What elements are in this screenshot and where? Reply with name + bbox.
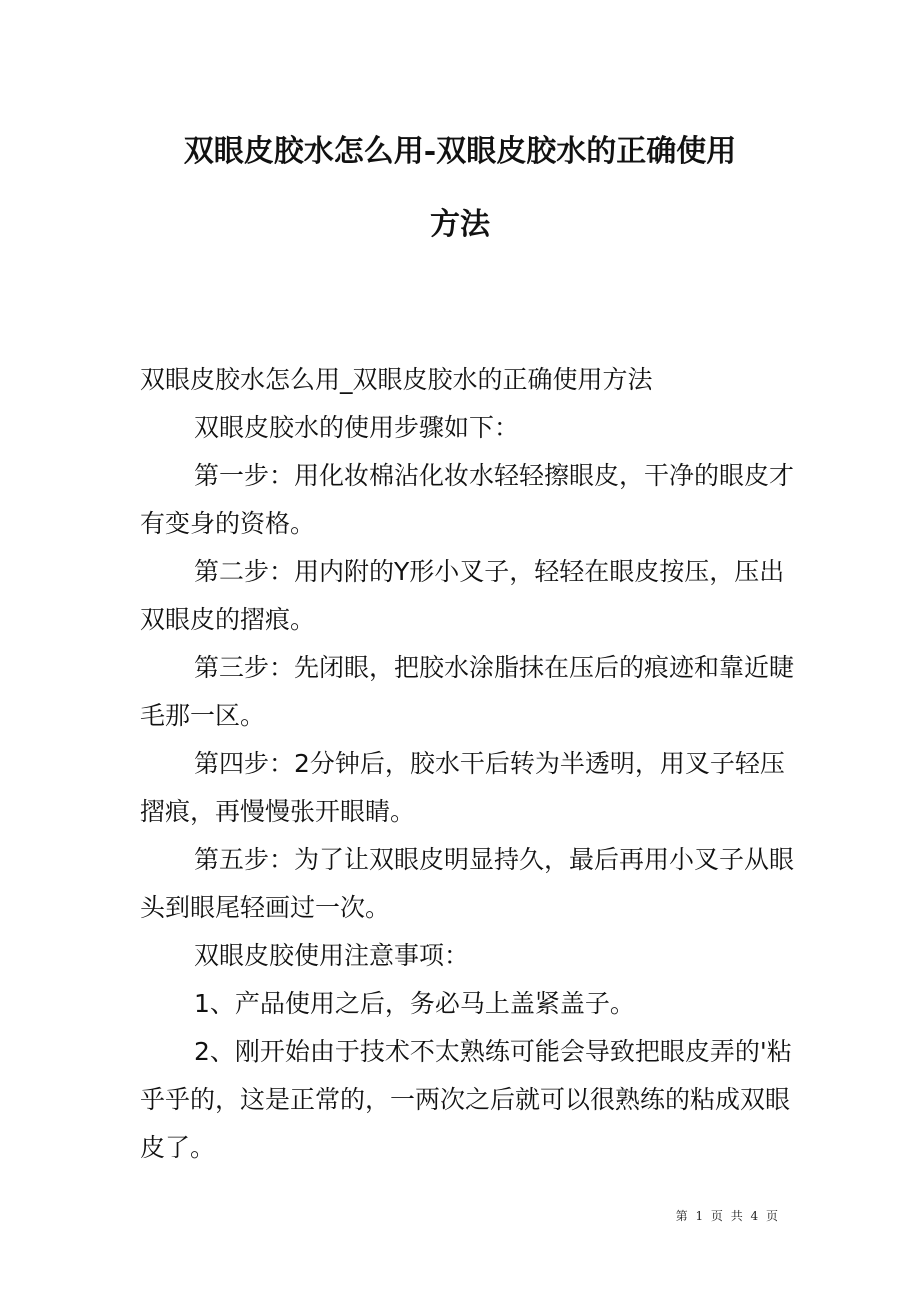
paragraph-step-2: 第二步：用内附的Y形小叉子，轻轻在眼皮按压，压出双眼皮的摺痕。 (140, 557, 785, 634)
document-title-line-2: 方法 (430, 207, 490, 242)
page-footer: 第 1 页 共 4 页 (675, 1209, 780, 1223)
document-body (140, 356, 800, 1172)
paragraph-steps-intro: 双眼皮胶水的使用步骤如下： (194, 413, 520, 442)
paragraph-step-5: 第五步：为了让双眼皮明显持久，最后再用小叉子从眼头到眼尾轻画过一次。 (140, 845, 795, 922)
paragraph-step-4: 第四步：2分钟后，胶水干后转为半透明，用叉子轻压摺痕，再慢慢张开眼睛。 (140, 749, 785, 826)
paragraph-note-2: 2、刚开始由于技术不太熟练可能会导致把眼皮弄的'粘乎乎的，这是正常的，一两次之后就可以很熟练的粘成双眼皮了。 (140, 1037, 792, 1162)
paragraph-note-1: 1、产品使用之后，务必马上盖紧盖子。 (194, 989, 635, 1018)
paragraph-notes-heading: 双眼皮胶使用注意事项： (194, 941, 470, 970)
paragraph-subtitle: 双眼皮胶水怎么用_双眼皮胶水的正确使用方法 (140, 365, 653, 394)
paragraph-step-3: 第三步：先闭眼，把胶水涂脂抹在压后的痕迹和靠近睫毛那一区。 (140, 653, 795, 730)
document-title-line-1: 双眼皮胶水怎么用-双眼皮胶水的正确使用 (183, 134, 737, 169)
paragraph-step-1: 第一步：用化妆棉沾化妆水轻轻擦眼皮，干净的眼皮才有变身的资格。 (140, 461, 795, 538)
